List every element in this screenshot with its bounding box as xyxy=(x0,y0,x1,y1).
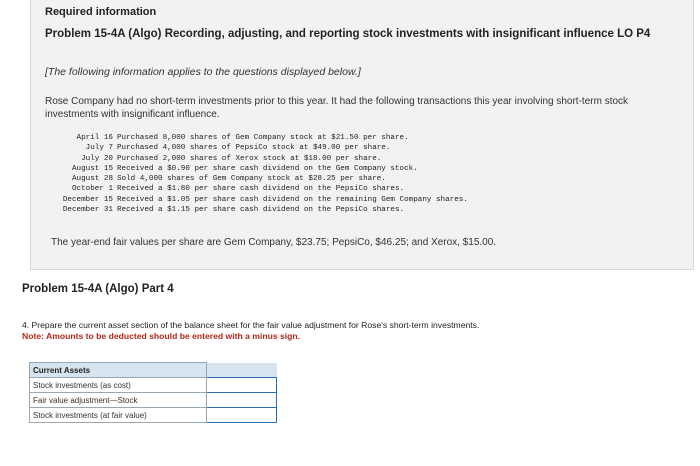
transaction-text: Purchased 4,000 shares of PepsiCo stock at $49.00 per share. xyxy=(117,144,391,153)
problem-title: Problem 15-4A (Algo) Recording, adjusting, and reporting stock investments with insignificant influence LO P4 xyxy=(45,28,651,40)
transaction-date: July 20 xyxy=(81,154,113,163)
transaction-list xyxy=(45,133,468,215)
current-assets-header: Current Assets xyxy=(30,363,207,378)
required-heading: Required information xyxy=(45,6,157,18)
transaction-row xyxy=(45,195,468,205)
transaction-row xyxy=(45,174,468,184)
transaction-date: April 16 xyxy=(76,134,113,142)
info-panel xyxy=(30,0,694,270)
header-blank-cell xyxy=(207,363,277,378)
table-row xyxy=(30,408,277,423)
transaction-row xyxy=(45,143,468,153)
transaction-text: Received a $0.90 per share cash dividend on the Gem Company stock. xyxy=(117,164,418,173)
instructions xyxy=(22,320,479,342)
stock-investments-fair-value-input[interactable] xyxy=(207,409,276,422)
part-title: Problem 15-4A (Algo) Part 4 xyxy=(22,283,174,295)
amount-cell xyxy=(207,378,277,393)
stock-investments-cost-input[interactable] xyxy=(207,379,276,392)
transaction-row xyxy=(45,133,468,143)
transaction-date: December 31 xyxy=(62,206,113,215)
transaction-row xyxy=(45,154,468,164)
table-row xyxy=(30,393,277,408)
transaction-row xyxy=(45,205,468,215)
amount-cell xyxy=(207,393,277,408)
table-header-row xyxy=(30,363,277,378)
fair-value-adjustment-input[interactable] xyxy=(207,394,276,407)
row-label: Fair value adjustment—Stock xyxy=(30,393,207,408)
transaction-text: Received a $1.05 per share cash dividend on the remaining Gem Company shares. xyxy=(117,195,468,204)
transaction-date: October 1 xyxy=(71,185,113,194)
transaction-text: Received a $1.15 per share cash dividend on the PepsiCo shares. xyxy=(117,206,405,215)
instruction-text: 4. Prepare the current asset section of the balance sheet for the fair value adjustment for Rose's short-term investments. xyxy=(22,320,480,330)
amount-cell xyxy=(207,408,277,423)
instruction-note: Note: Amounts to be deducted should be entered with a minus sign. xyxy=(22,331,301,341)
transaction-date: August 15 xyxy=(71,164,113,173)
row-label: Stock investments (at fair value) xyxy=(30,408,207,423)
transaction-text: Purchased 8,000 shares of Gem Company stock at $21.50 per share. xyxy=(117,134,409,142)
transaction-row xyxy=(45,184,468,194)
transaction-row xyxy=(45,164,468,174)
row-label: Stock investments (as cost) xyxy=(30,378,207,393)
fair-values-text: The year-end fair values per share are Gem Company, $23.75; PepsiCo, $46.25; and Xerox, $15.00. xyxy=(51,237,497,248)
intro-text: Rose Company had no short-term investments prior to this year. It had the following transactions this year involving short-term stock investments with insignificant influence. xyxy=(45,96,629,120)
transaction-date: August 28 xyxy=(71,175,113,184)
transaction-text: Sold 4,000 shares of Gem Company stock at $28.25 per share. xyxy=(117,175,386,184)
transaction-text: Purchased 2,000 shares of Xerox stock at $18.00 per share. xyxy=(117,154,382,163)
transaction-text: Received a $1.80 per share cash dividend on the PepsiCo shares. xyxy=(117,185,405,194)
transaction-date: July 7 xyxy=(85,144,113,153)
table-row xyxy=(30,378,277,393)
current-assets-table xyxy=(29,362,277,423)
transaction-date: December 15 xyxy=(62,195,113,204)
info-note: [The following information applies to the questions displayed below.] xyxy=(45,66,361,78)
